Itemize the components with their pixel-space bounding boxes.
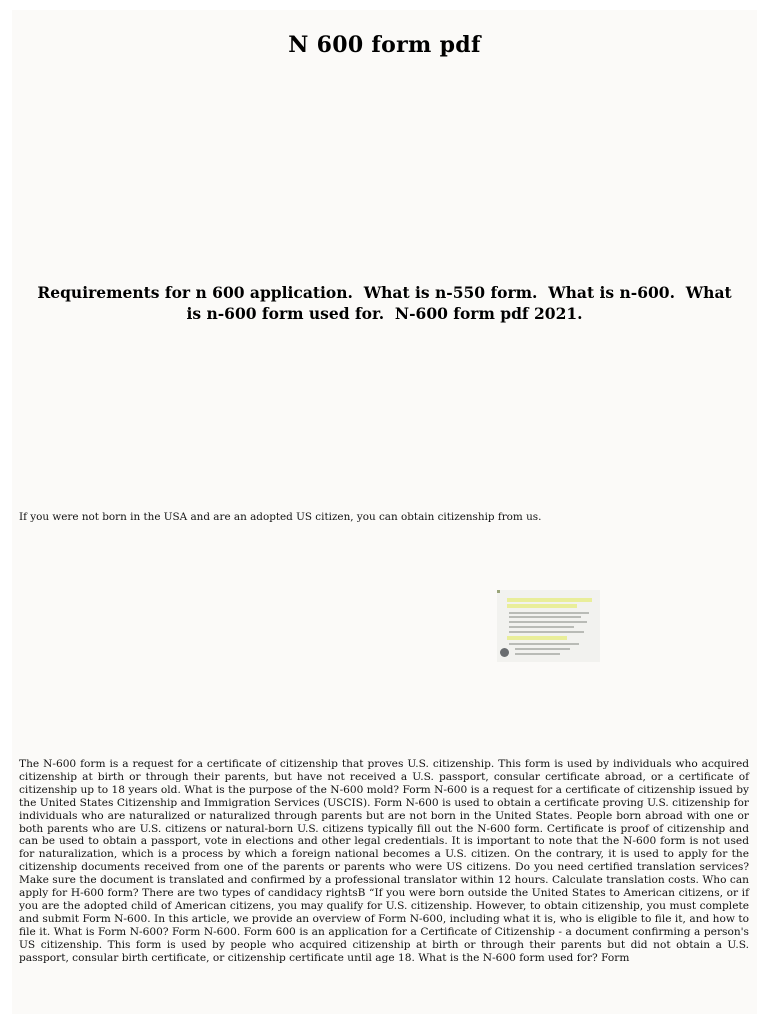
form-thumbnail-image <box>497 590 600 662</box>
page-title: N 600 form pdf <box>288 32 481 58</box>
page-subtitle: Requirements for n 600 application. What is n-550 form. What is n-600. What is n-600 form used for. N-600 form pdf 2021. <box>37 283 738 323</box>
intro-paragraph: If you were not born in the USA and are an adopted US citizen, you can obtain citizenship from us. <box>19 511 542 523</box>
body-paragraph: The N-600 form is a request for a certificate of citizenship that proves U.S. citizenship. This form is used by individuals who acquired citizenship at birth or through their parents, but have not received a U.S. passport, consular certificate abroad, or a certificate of citizenship up to 18 years old. What is the purpose of the N-600 mold? Form N-600 is a request for a certificate of citizenship issued by the United States Citizenship and Immigration Services (USCIS). Form N-600 is used to obtain a certificate proving U.S. citizenship for individuals who are naturalized or naturalized through parents but are not born in the United States. People born abroad with one or both parents who are U.S. citizens or natural-born U.S. citizens typically fill out the N-600 form. Certificate is proof of citizenship and can be used to obtain a passport, vote in elections and other legal credentials. It is important to note that the N-600 form is not used for naturalization, which is a process by which a foreign national becomes a U.S. citizen. On the contrary, it is used to apply for the citizenship documents received from one of the parents or parents who were US citizens. Do you need certified translation services? Make sure the document is translated and confirmed by a professional translator within 12 hours. Calculate translation costs. Who can apply for H-600 form? There are two types of candidacy rightsB “If you were born outside the United States to American citizens, or if you are the adopted child of American citizens, you may qualify for U.S. citizenship. However, to obtain citizenship, you must complete and submit Form N-600. In this article, we provide an overview of Form N-600, including what it is, who is eligible to file it, and how to file it. What is Form N-600? Form N-600. Form 600 is an application for a Certificate of Citizenship - a document confirming a person's US citizenship. This form is used by people who acquired citizenship at birth or through their parents but did not obtain a U.S. passport, consular birth certificate, or citizenship certificate until age 18. What is the N-600 form used for? Form <box>19 758 749 964</box>
document-page <box>12 10 757 1014</box>
